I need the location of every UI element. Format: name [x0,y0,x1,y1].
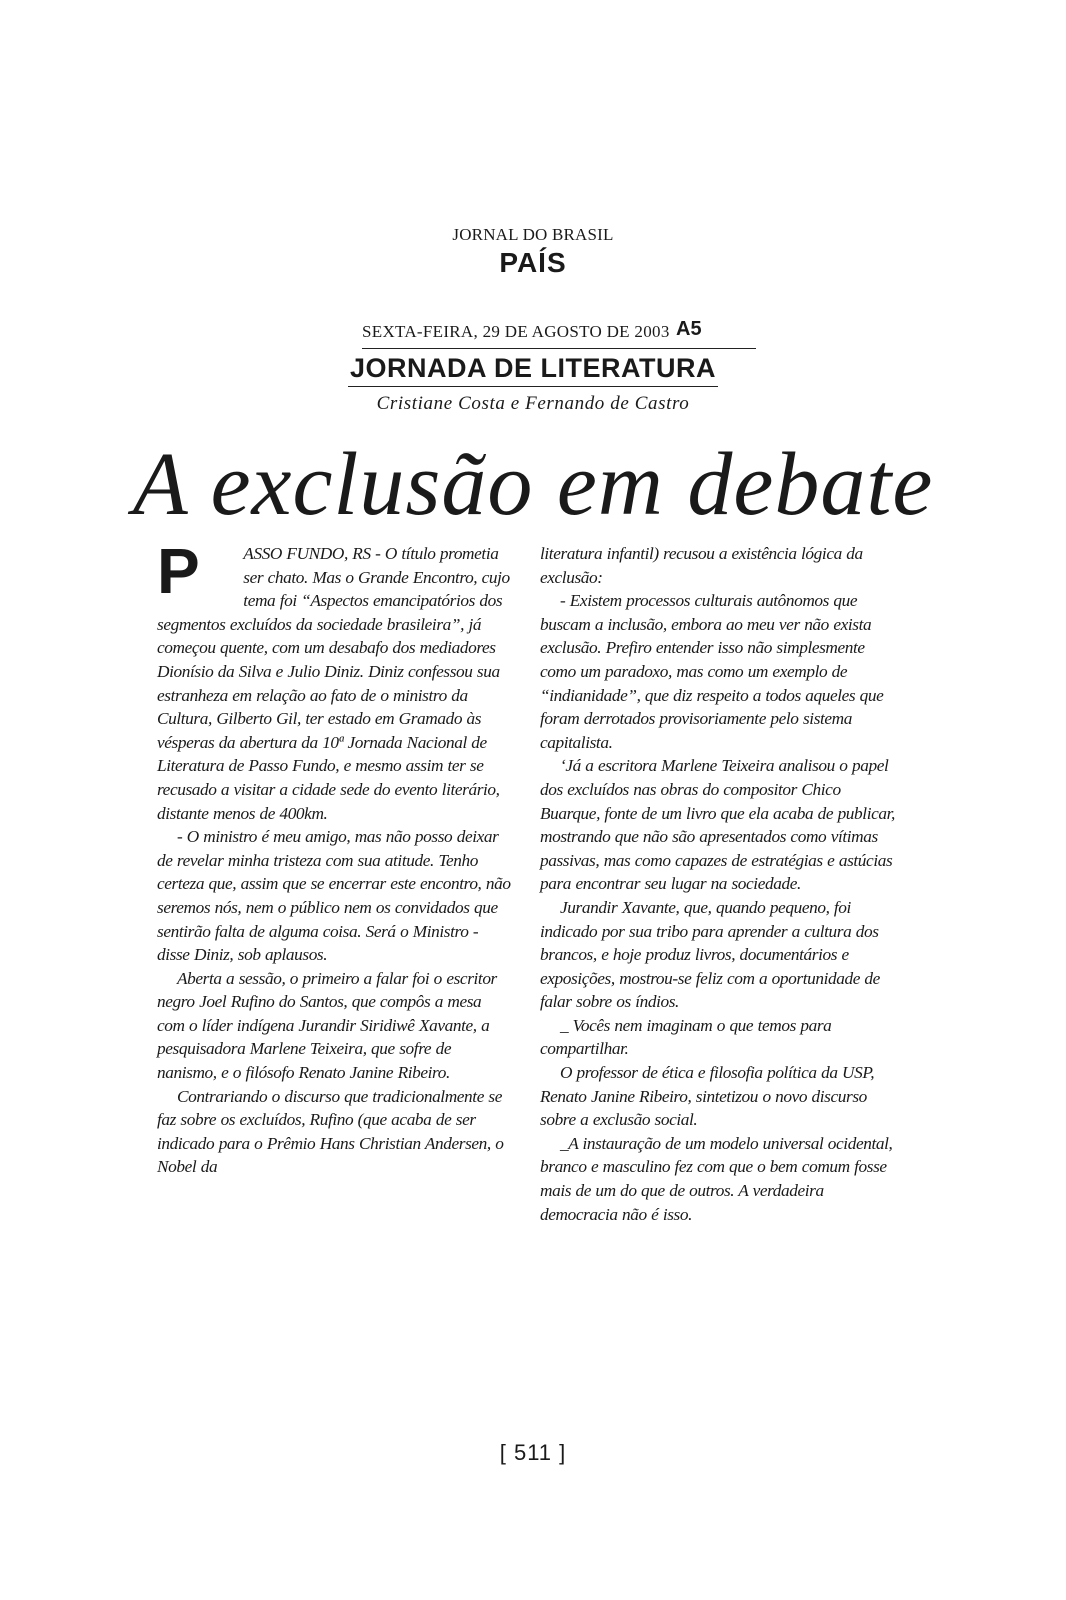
column-name [0,352,1066,387]
article-column-left [157,535,512,1179]
paragraph: segmentos excluídos da sociedade brasileira”, já começou quente, com um desabafo dos mediadores Dionísio da Silva e Julio Diniz. Diniz confessou sua estranheza em relação ao fato de o ministro da Cultura, Gilberto Gil, ter estado em Gramado às vésperas da abertura da 10ª Jornada Nacional de Literatura de Passo Fundo, e mesmo assim ter se recusado a visitar a cidade sede do evento literário, distante menos de 400km. [157,614,500,823]
publication-date: SEXTA-FEIRA, 29 DE AGOSTO DE 2003 [362,322,670,341]
paragraph: _A instauração de um modelo universal ocidental, branco e masculino fez com que o bem comum fosse mais de um do que de outros. A verdadeira democracia não é isso. [540,1133,893,1224]
paragraph: - Existem processos culturais autônomos que buscam a inclusão, embora ao meu ver não exista exclusão. Prefiro entender isso não simplesmente como um paradoxo, mas como um exemplo de “indianidade”, que diz respeito a todos aqueles que foram derrotados provisoriamente pelo sistema capitalista. [540,591,884,752]
article-column-right [540,542,895,1226]
opening-line: ser chato. Mas o Grande Encontro, cujo [243,567,510,587]
headline: A exclusão em debate [132,435,934,534]
authors: Cristiane Costa e Fernando de Castro [376,393,690,414]
paragraph: O professor de ética e filosofia política da USP, Renato Janine Ribeiro, sintetizou o novo discurso sobre a exclusão social. [540,1063,875,1130]
paragraph: Aberta a sessão, o primeiro a falar foi o escritor negro Joel Rufino do Santos, que compôs a mesa com o líder indígena Jurandir Siridiwê Xavante, a pesquisadora Marlene Teixeira, que sofre de nanismo, e o filósofo Renato Janine Ribeiro. [157,968,497,1083]
paragraph: _ Vocês nem imaginam o que temos para compartilhar. [540,1015,832,1059]
drop-cap: P [157,535,200,607]
section-title: PAÍS [499,247,567,278]
page-label: A5 [676,318,702,340]
opening-line: ASSO FUNDO, RS - O título prometia [243,544,499,563]
page-number: [ 511 ] [499,1440,567,1465]
paragraph: Contrariando o discurso que tradicionalmente se faz sobre os excluídos, Rufino (que acaba de ser indicado para o Prêmio Hans Christian Andersen, o Nobel da [157,1086,504,1177]
paragraph: literatura infantil) recusou a existência lógica da exclusão: [540,544,863,587]
paragraph: ‘Já a escritora Marlene Teixeira analisou o papel dos excluídos nas obras do compositor Chico Buarque, fonte de um livro que ela acaba de publicar, mostrando que não são apresentados como vítimas passivas, mas como capazes de estratégias e astúcias para encontrar seu lugar na sociedade. [540,756,895,894]
paragraph: - O ministro é meu amigo, mas não posso deixar de revelar minha tristeza com sua atitude. Tenho certeza que, assim que se encerrar este encontro, não seremos nós, nem o público nem os convidados que sentirão falta de alguma coisa. Será o Ministro - disse Diniz, sob aplausos. [157,827,511,965]
dateline [362,318,756,349]
opening-line: tema foi “Aspectos emancipatórios dos [243,591,503,611]
paragraph: Jurandir Xavante, que, quando pequeno, foi indicado por sua tribo para aprender a cultura dos brancos, e hoje produz livros, documentários e exposições, mostrou-se feliz com a oportunidade de falar sobre os índios. [540,897,880,1012]
column-name-text: JORNADA DE LITERATURA [348,352,718,387]
newspaper-name: JORNAL DO BRASIL [452,225,614,244]
